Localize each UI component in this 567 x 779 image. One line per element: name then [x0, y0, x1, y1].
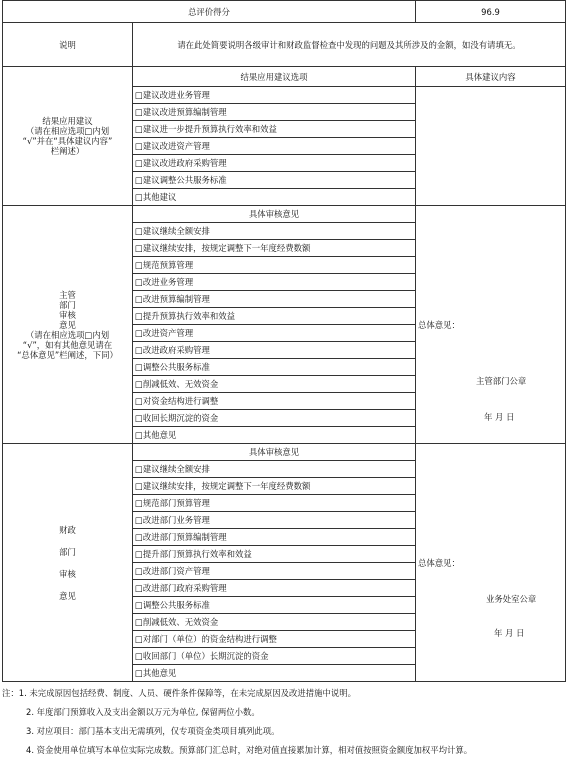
dept-side-label	[3, 206, 133, 444]
result-content-header: 具体建议内容	[416, 67, 566, 87]
dept-option[interactable]: □改进业务管理	[133, 274, 416, 291]
footnote: 注：1. 未完成原因包括经费、制度、人员、硬件条件保障等，在未完成原因及改进措施中说明。	[2, 688, 357, 698]
result-side-line: “√”并在“具体建议内容”	[22, 136, 113, 146]
finance-date-label: 年 月 日	[494, 628, 525, 638]
result-option[interactable]: □建议进一步提升预算执行效率和效益	[133, 121, 416, 138]
finance-option[interactable]: □其他意见	[133, 665, 416, 682]
finance-side-line: 审核	[59, 568, 76, 579]
dept-option[interactable]: □削减低效、无效资金	[133, 376, 416, 393]
dept-option[interactable]: □建议继续全额安排	[133, 223, 416, 240]
result-option[interactable]: □建议改进政府采购管理	[133, 155, 416, 172]
dept-overall-label: 总体意见：	[418, 319, 460, 330]
finance-overall-cell[interactable]	[416, 444, 566, 682]
result-option[interactable]: □建议改进业务管理	[133, 87, 416, 104]
score-label: 总评价得分	[3, 1, 416, 23]
footnotes	[2, 684, 565, 758]
result-option[interactable]: □建议改进预算编制管理	[133, 104, 416, 121]
finance-option[interactable]: □提升部门预算执行效率和效益	[133, 546, 416, 563]
result-option[interactable]: □其他建议	[133, 189, 416, 206]
score-row	[3, 1, 566, 23]
finance-side-line: 部门	[59, 546, 76, 557]
finance-option[interactable]: □对部门（单位）的资金结构进行调整	[133, 631, 416, 648]
dept-option[interactable]: □改进政府采购管理	[133, 342, 416, 359]
result-side-line: （请在相应选项□内划	[25, 126, 110, 136]
finance-option[interactable]: □改进部门预算编制管理	[133, 529, 416, 546]
result-options-header: 结果应用建议选项	[133, 67, 416, 87]
finance-side-line: 意见	[59, 590, 76, 601]
finance-header-row	[3, 444, 566, 461]
footnote: 4. 资金使用单位填写本单位实际完成数。预算部门汇总时，对绝对值直接累加计算，相对值按照资金额度加权平均计算。	[26, 745, 473, 755]
result-header-row	[3, 67, 566, 87]
finance-option[interactable]: □改进部门资产管理	[133, 563, 416, 580]
score-value: 96.9	[416, 1, 566, 23]
finance-option[interactable]: □削减低效、无效资金	[133, 614, 416, 631]
finance-option[interactable]: □建议继续安排，按规定调整下一年度经费数额	[133, 478, 416, 495]
dept-side-line: 部门	[59, 299, 76, 310]
finance-opinion-header: 具体审核意见	[133, 444, 416, 461]
footnote: 3. 对应项目：部门基本支出无需填列，仅专项资金类项目填列此项。	[26, 726, 280, 736]
dept-side-line: “总体意见”栏阐述，下同）	[17, 349, 118, 360]
finance-option[interactable]: □改进部门政府采购管理	[133, 580, 416, 597]
dept-option[interactable]: □规范预算管理	[133, 257, 416, 274]
finance-option[interactable]: □建议继续全额安排	[133, 461, 416, 478]
finance-side-label	[3, 444, 133, 682]
dept-option[interactable]: □改进资产管理	[133, 325, 416, 342]
dept-date-label: 年 月 日	[484, 412, 515, 422]
finance-option[interactable]: □调整公共服务标准	[133, 597, 416, 614]
dept-option[interactable]: □提升预算执行效率和效益	[133, 308, 416, 325]
dept-side-line: 主管	[59, 289, 76, 300]
result-content-cell[interactable]	[416, 87, 566, 206]
result-option[interactable]: □建议改进资产管理	[133, 138, 416, 155]
dept-header-row	[3, 206, 566, 223]
finance-option[interactable]: □规范部门预算管理	[133, 495, 416, 512]
dept-side-line: “√”，如有其他意见请在	[22, 339, 113, 350]
dept-side-line: 意见	[59, 319, 76, 330]
dept-option[interactable]: □其他意见	[133, 427, 416, 444]
dept-option[interactable]: □收回长期沉淀的资金	[133, 410, 416, 427]
evaluation-form-table	[2, 0, 566, 682]
finance-overall-label: 总体意见：	[418, 557, 460, 568]
result-side-line: 结果应用建议	[42, 116, 93, 126]
dept-side-line: 审核	[59, 309, 76, 320]
dept-option[interactable]: □调整公共服务标准	[133, 359, 416, 376]
dept-option[interactable]: □建议继续安排，按规定调整下一年度经费数额	[133, 240, 416, 257]
result-option[interactable]: □建议调整公共服务标准	[133, 172, 416, 189]
dept-side-line: （请在相应选项□内划	[25, 329, 110, 340]
footnote: 2. 年度部门预算收入及支出金额以万元为单位, 保留两位小数。	[26, 707, 260, 717]
result-side-line: 栏阐述）	[50, 146, 85, 156]
dept-stamp-label: 主管部门公章	[476, 376, 527, 386]
finance-option[interactable]: □改进部门业务管理	[133, 512, 416, 529]
dept-option[interactable]: □改进预算编制管理	[133, 291, 416, 308]
explain-text: 请在此处简要说明各级审计和财政监督检查中发现的问题及其所涉及的金额，如没有请填无。	[133, 23, 566, 67]
result-side-label	[3, 67, 133, 206]
finance-option[interactable]: □收回部门（单位）长期沉淀的资金	[133, 648, 416, 665]
finance-stamp-label: 业务处室公章	[486, 594, 537, 604]
dept-overall-cell[interactable]	[416, 206, 566, 444]
explain-label: 说明	[3, 23, 133, 67]
finance-side-line: 财政	[59, 524, 76, 535]
dept-opinion-header: 具体审核意见	[133, 206, 416, 223]
explain-row	[3, 23, 566, 67]
dept-option[interactable]: □对资金结构进行调整	[133, 393, 416, 410]
